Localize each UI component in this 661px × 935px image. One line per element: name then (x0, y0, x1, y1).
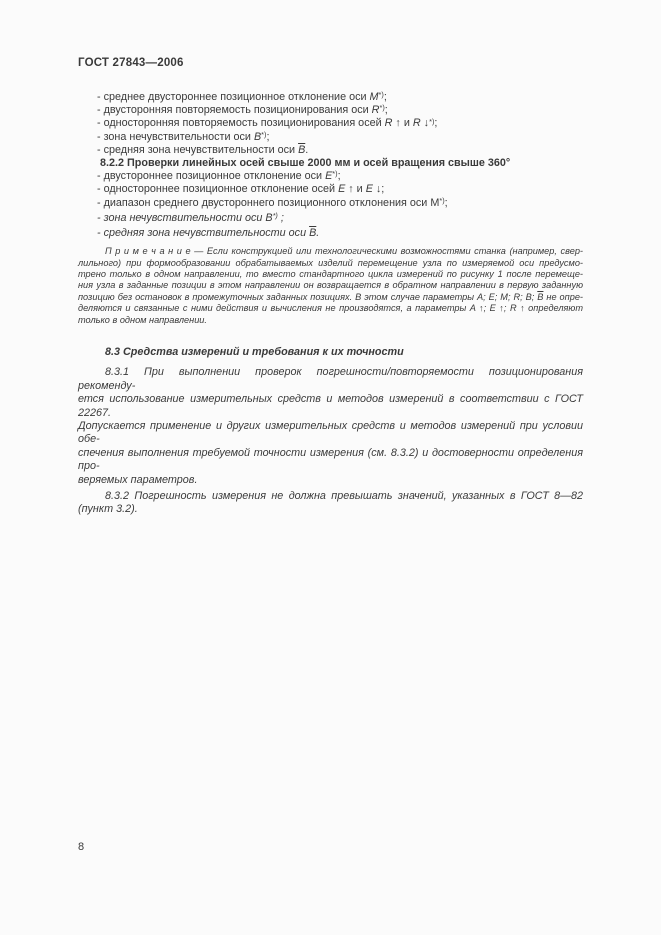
list-item: - зона нечувствительности оси B*) ; (97, 211, 284, 224)
list-item: - одностороннее позиционное отклонение осей E ↑ и E ↓; (97, 183, 385, 196)
document-standard-number: ГОСТ 27843—2006 (78, 57, 184, 69)
paragraph-8-3-1 (78, 366, 583, 487)
list-item: - зона нечувствительности оси B*); (97, 129, 270, 143)
note-line: лильного) при формообразовании обрабатываемых изделий перемещение узла по измеряемой оси предусмо- (78, 257, 583, 268)
paragraph-line: ется использование измерительных средств и методов измерений в соответствии с ГОСТ 22267. (78, 393, 583, 419)
page-number: 8 (78, 841, 85, 853)
note-line: только в одном направлении. (78, 314, 207, 325)
list-item: - средняя зона нечувствительности оси $\overline{B}$. (97, 143, 309, 156)
note-line: П р и м е ч а н и е — Если конструкцией или технологическими возможностями станка (например, свер- (105, 246, 583, 257)
paragraph-line: (пункт 3.2). (78, 503, 138, 516)
note-line: трено только в одном направлении, то вместо стандартного цикла измерений по рисунку 1 после перемеще- (78, 269, 583, 280)
paragraph-line: Допускается применение и других измерительных средств и методов измерений при условии обе- (78, 419, 583, 446)
paragraph-line: 8.3.1 При выполнении проверок погрешности/повторяемости позиционирования рекоменду- (78, 366, 583, 392)
paragraph-line: 8.3.2 Погрешность измерения не должна превышать значений, указанных в ГОСТ 8—82 (105, 489, 583, 502)
list-item: - среднее двустороннее позиционное отклонение оси M*); (97, 90, 387, 103)
list-item: - односторонняя повторяемость позиционирования осей R ↑ и R ↓*); (97, 116, 438, 130)
note-line: позицию без остановок в промежуточных заданных позициях. В этом случае параметры A; E; M; R; B; $\overline{B}$ не опре- (78, 291, 583, 302)
list-item: - средняя зона нечувствительности оси $\overline{B}$. (97, 227, 320, 240)
list-item: - двустороннее позиционное отклонение оси E*); (97, 169, 341, 183)
section-heading-8-2-2: 8.2.2 Проверки линейных осей свыше 2000 мм и осей вращения свыше 360° (100, 157, 511, 170)
note-line: ния узла в заданные позиции в этом направлении он возвращается в обратном направлении в первую заданную (78, 280, 583, 291)
list-item: - двусторонняя повторяемость позиционирования оси R*); (97, 103, 388, 117)
paragraph-8-3-2 (78, 490, 583, 517)
list-item: - диапазон среднего двустороннего позиционного отклонения оси М*); (97, 195, 448, 209)
section-heading-8-3: 8.3 Средства измерений и требования к их точности (105, 346, 404, 359)
note-block (78, 246, 583, 326)
paragraph-line: веряемых параметров. (78, 473, 198, 486)
note-line: деляются и связанные с ними действия и вычисления не производятся, а параметры A ↑; E ↑; R ↑ определяют (78, 303, 583, 314)
paragraph-line: спечения выполнения требуемой точности измерения (см. 8.3.2) и достоверности определения про- (78, 446, 583, 473)
